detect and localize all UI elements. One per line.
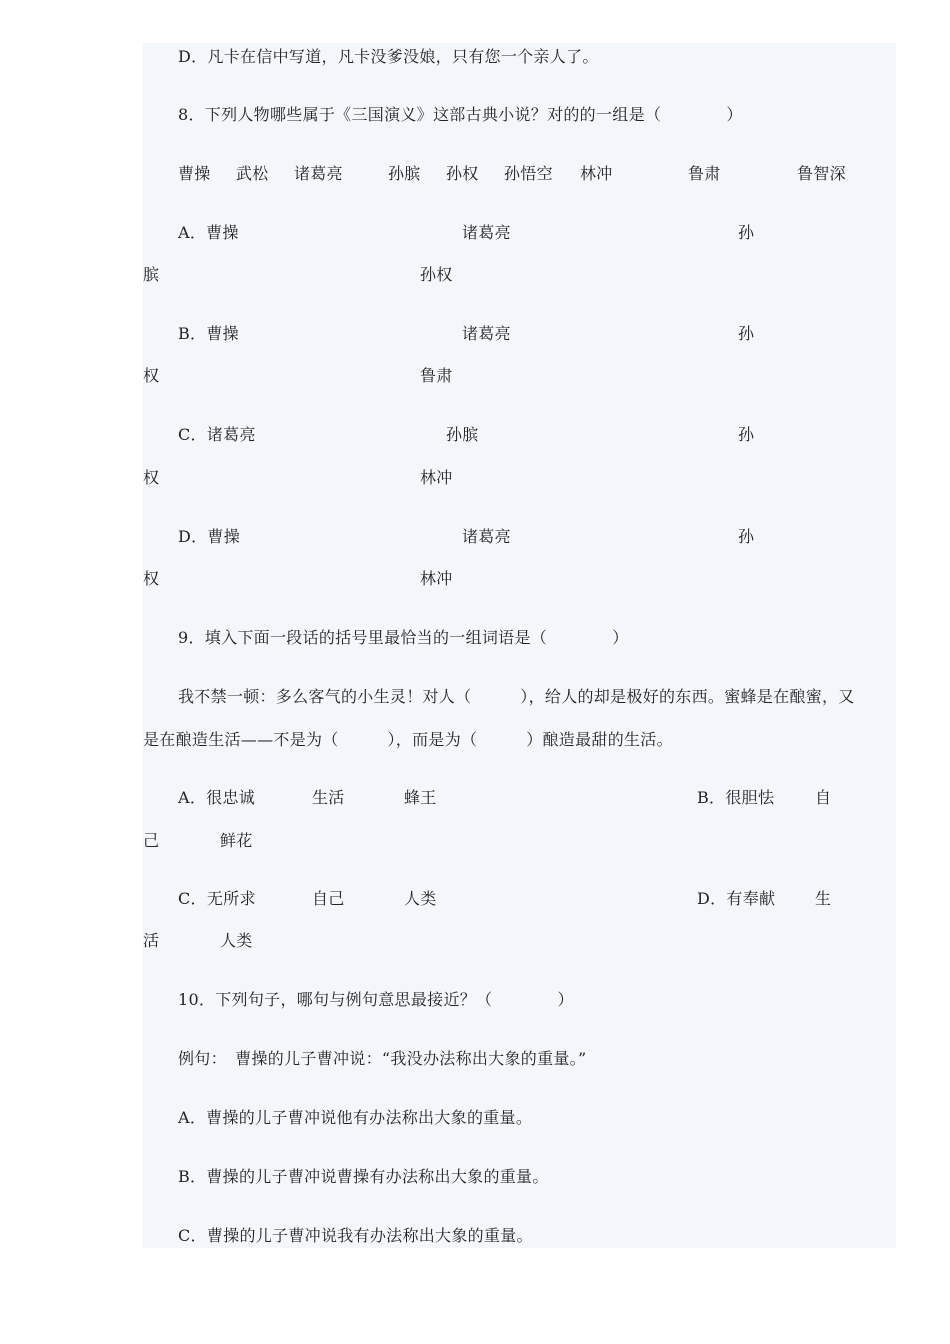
q9-option-a-word-2: 生活 bbox=[312, 788, 345, 807]
q8-name-1: 曹操 bbox=[178, 164, 211, 183]
q9-option-c: C．无所求 bbox=[178, 889, 256, 908]
q8-option-d-item-2: 诸葛亮 bbox=[462, 527, 511, 546]
q8-option-b-item-3-wrap: 权 bbox=[143, 366, 160, 385]
q8-option-b-item-4: 鲁肃 bbox=[420, 366, 453, 385]
q8-name-7: 林冲 bbox=[580, 164, 613, 183]
q9-option-c-word-2: 自己 bbox=[312, 889, 345, 908]
q8-option-c-item-2: 孙膑 bbox=[446, 425, 479, 444]
q8-option-a-item-2: 诸葛亮 bbox=[462, 223, 511, 242]
q8-option-d-item-3-wrap: 权 bbox=[143, 569, 160, 588]
q9-passage-line-2: 是在酿造生活——不是为（ ），而是为（ ）酿造最甜的生活。 bbox=[143, 730, 673, 749]
q9-option-a-word-3: 蜂王 bbox=[404, 788, 437, 807]
q8-option-b-item-2: 诸葛亮 bbox=[462, 324, 511, 343]
q8-option-d-item-3: 孙 bbox=[738, 527, 755, 546]
q7-option-d: D．凡卡在信中写道，凡卡没爹没娘，只有您一个亲人了。 bbox=[178, 47, 599, 66]
q8-option-d-item-4: 林冲 bbox=[420, 569, 453, 588]
q9-option-d-word-2-wrap: 活 bbox=[143, 931, 160, 950]
q8-option-a: A．曹操 bbox=[178, 223, 239, 242]
q9-option-b-word-2-wrap: 己 bbox=[143, 831, 160, 850]
q9-option-a: A．很忠诚 bbox=[178, 788, 256, 807]
q8-name-4: 孙膑 bbox=[388, 164, 421, 183]
q9-option-b-word-2: 自 bbox=[815, 788, 832, 807]
q8-name-9: 鲁智深 bbox=[797, 164, 846, 183]
q8-option-c-item-3: 孙 bbox=[738, 425, 755, 444]
q10-example: 例句： 曹操的儿子曹冲说：“我没办法称出大象的重量。” bbox=[178, 1049, 587, 1068]
q8-question: 8．下列人物哪些属于《三国演义》这部古典小说？对的的一组是（ ） bbox=[178, 105, 743, 124]
q9-option-b: B．很胆怯 bbox=[697, 788, 775, 807]
q8-name-6: 孙悟空 bbox=[504, 164, 553, 183]
q8-name-3: 诸葛亮 bbox=[294, 164, 343, 183]
q9-option-c-word-3: 人类 bbox=[404, 889, 437, 908]
q8-name-5: 孙权 bbox=[446, 164, 479, 183]
q8-option-a-item-3: 孙 bbox=[738, 223, 755, 242]
q8-option-c: C．诸葛亮 bbox=[178, 425, 256, 444]
q8-option-d: D．曹操 bbox=[178, 527, 241, 546]
q9-option-b-word-3: 鲜花 bbox=[220, 831, 253, 850]
q9-passage-line-1: 我不禁一顿：多么客气的小生灵！对人（ ），给人的却是极好的东西。蜜蜂是在酿蜜，又 bbox=[178, 687, 855, 706]
q10-option-a: A．曹操的儿子曹冲说他有办法称出大象的重量。 bbox=[178, 1108, 533, 1127]
q8-option-a-item-3-wrap: 膑 bbox=[143, 265, 160, 284]
q8-option-c-item-3-wrap: 权 bbox=[143, 468, 160, 487]
q10-option-b: B．曹操的儿子曹冲说曹操有办法称出大象的重量。 bbox=[178, 1167, 549, 1186]
q10-option-c: C．曹操的儿子曹冲说我有办法称出大象的重量。 bbox=[178, 1226, 533, 1245]
q8-option-a-item-4: 孙权 bbox=[420, 265, 453, 284]
q9-option-d-word-3: 人类 bbox=[220, 931, 253, 950]
q10-question: 10．下列句子，哪句与例句意思最接近？（ ） bbox=[178, 990, 574, 1009]
q9-option-d: D．有奉献 bbox=[697, 889, 776, 908]
q9-question: 9．填入下面一段话的括号里最恰当的一组词语是（ ） bbox=[178, 628, 629, 647]
q8-option-c-item-4: 林冲 bbox=[420, 468, 453, 487]
q9-option-d-word-2: 生 bbox=[815, 889, 832, 908]
q8-name-2: 武松 bbox=[236, 164, 269, 183]
q8-option-b-item-3: 孙 bbox=[738, 324, 755, 343]
q8-name-8: 鲁肃 bbox=[688, 164, 721, 183]
q8-option-b: B．曹操 bbox=[178, 324, 239, 343]
